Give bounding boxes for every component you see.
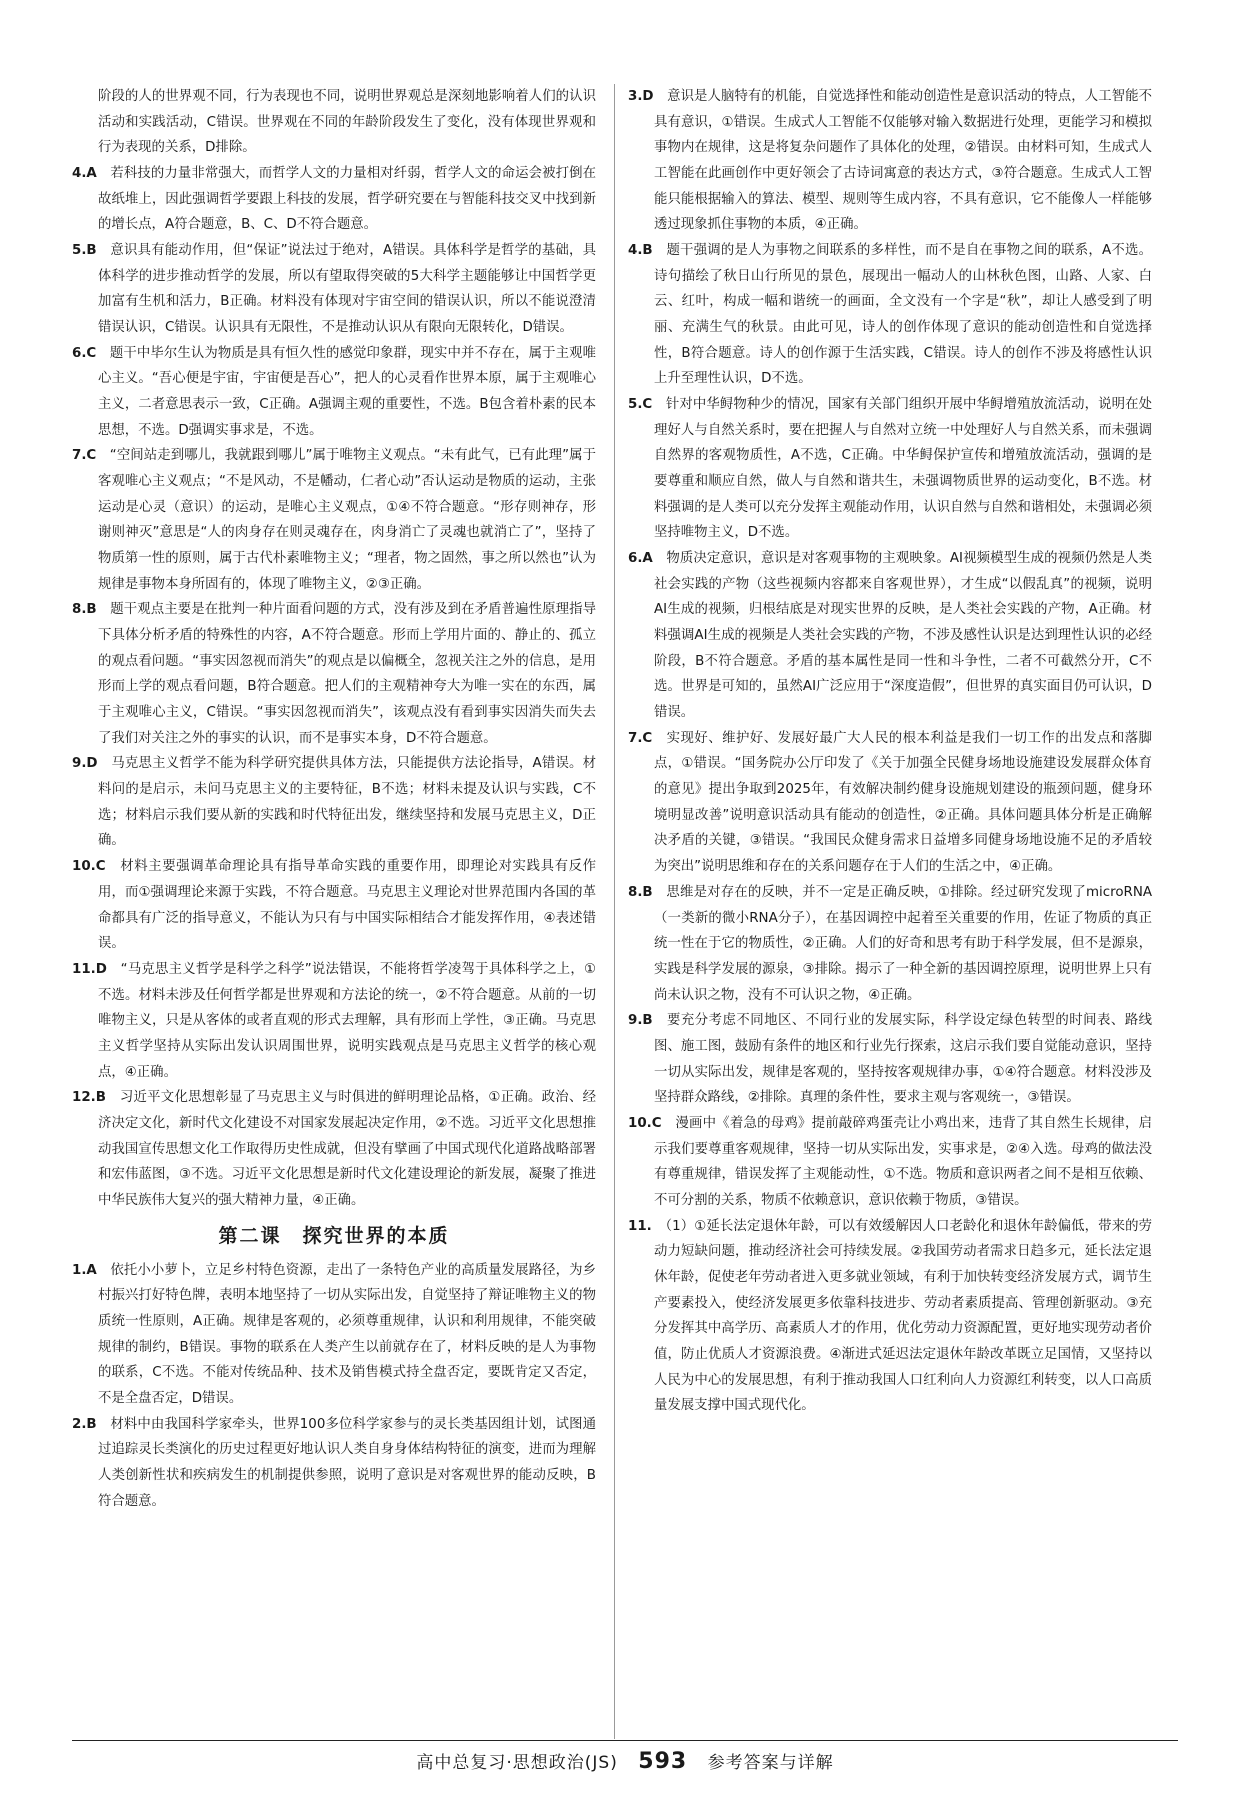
answer-explanation: 若科技的力量非常强大，而哲学人文的力量相对纤弱，哲学人文的命运会被打倒在故纸堆上，因此强调哲学要跟上科技的发展，哲学研究要在与智能科技交叉中找到新的增长点，A符合题意，B、C、D不符合题意。 [98, 166, 597, 233]
answer-explanation: 思维是对存在的反映，并不一定是正确反映，①排除。经过研究发现了microRNA（一类新的微小RNA分子），在基因调控中起着至关重要的作用，佐证了物质的真正统一性在于它的物质性，②正确。人们的好奇和思考有助于科学发展，但不是源泉，实践是科学发展的源泉，③排除。揭示了一种全新的基因调控原理，说明世界上只有尚未认识之物，没有不可认识之物，④正确。 [654, 884, 1153, 1003]
column-divider [614, 84, 615, 1739]
answer-number: 9.D [72, 756, 98, 772]
answer-item [72, 597, 596, 751]
answer-explanation: 马克思主义哲学不能为科学研究提供具体方法，只能提供方法论指导，A错误。材料问的是启示，未问马克思主义的主要特征，B不选；材料未提及认识与实践，C不选；材料启示我们要从新的实践和时代特征出发，继续坚持和发展马克思主义，D正确。 [98, 756, 597, 849]
footer-book-title: 高中总复习·思想政治(JS) [416, 1753, 618, 1773]
answer-number: 4.A [72, 166, 97, 182]
answer-item [628, 1214, 1152, 1419]
answer-explanation: 意识具有能动作用，但“保证”说法过于绝对，A错误。具体科学是哲学的基础，具体科学的进步推动哲学的发展，所以有望取得突破的5大科学主题能够让中国哲学更加富有生机和活力，B正确。材料没有体现对宇宙空间的错误认识，所以不能说澄清错误认识，C错误。认识具有无限性，不是推动认识从有限向无限转化，D错误。 [98, 243, 596, 336]
answer-explanation: 材料中由我国科学家牵头，世界100多位科学家参与的灵长类基因组计划，试图通过追踪灵长类演化的历史过程更好地认识人类自身身体结构特征的演变，进而为理解人类创新性状和疾病发生的机制提供参照，说明了意识是对客观世界的能动反映，B符合题意。 [98, 1416, 597, 1509]
answer-list-right [628, 84, 1152, 1419]
answer-explanation: 依托小小萝卜，立足乡村特色资源，走出了一条特色产业的高质量发展路径，为乡村振兴打好特色牌，表明本地坚持了一切从实际出发，自觉坚持了辩证唯物主义的物质统一性原则，A正确。规律是客观的，必须尊重规律，认识和利用规律，不能突破规律的制约，B错误。事物的联系在人类产生以前就存在了，材料反映的是人为事物的联系，C不选。不能对传统品种、技术及销售模式持全盘否定，要既肯定又否定，不是全盘否定，D错误。 [98, 1262, 597, 1407]
answer-item [628, 546, 1152, 726]
answer-item [72, 443, 596, 597]
answer-explanation: 针对中华鲟物种少的情况，国家有关部门组织开展中华鲟增殖放流活动，说明在处理好人与自然关系时，要在把握人与自然对立统一中处理好人与自然关系，而未强调自然界的客观物质性，A不选，C正确。中华鲟保护宣传和增殖放流活动，强调的是要尊重和顺应自然，做人与自然和谐共生，未强调物质世界的运动变化，B不选。材料强调的是人类可以充分发挥主观能动作用，认识自然与自然和谐相处，未强调必须坚持唯物主义，D不选。 [654, 397, 1152, 541]
lesson-title: 第二课 探究世界的本质 [218, 1224, 450, 1247]
answer-explanation: 习近平文化思想彰显了马克思主义与时俱进的鲜明理论品格，①正确。政治、经济决定文化，新时代文化建设不对国家发展起决定作用，②不选。习近平文化思想推动我国宣传思想文化工作取得历史性成就，但没有擘画了中国式现代化道路战略部署和宏伟蓝图，③不选。习近平文化思想是新时代文化建设理论的新发展，凝聚了推进中华民族伟大复兴的强大精神力量，④正确。 [98, 1090, 596, 1208]
answer-item [628, 392, 1152, 546]
answer-item [72, 341, 596, 444]
answer-item [72, 957, 596, 1085]
answer-number: 10.C [72, 859, 106, 875]
answer-explanation: 要充分考虑不同地区、不同行业的发展实际，科学设定绿色转型的时间表、路线图、施工图，鼓励有条件的地区和行业先行探索，这启示我们要自觉能动意识，坚持一切从实际出发，规律是客观的，坚持按客观规律办事，①④符合题意。材料没涉及坚持群众路线，②排除。真理的条件性，要求主观与客观统一，③错误。 [654, 1013, 1153, 1106]
answer-number: 6.C [72, 345, 97, 361]
answer-number: 2.B [72, 1416, 97, 1432]
answer-item [72, 854, 596, 957]
answer-item [628, 1008, 1152, 1111]
answer-number: 11.D [72, 961, 107, 977]
answer-explanation: 材料主要强调革命理论具有指导革命实践的重要作用，即理论对实践具有反作用，而①强调理论来源于实践，不符合题意。马克思主义理论对世界范围内各国的革命都具有广泛的指导意义，不能认为只有与中国实际相结合才能发挥作用，④表述错误。 [98, 859, 597, 952]
footer-section-title: 参考答案与详解 [707, 1753, 834, 1773]
answer-explanation: 漫画中《着急的母鸡》提前敲碎鸡蛋壳让小鸡出来，违背了其自然生长规律，启示我们要尊重客观规律，坚持一切从实际出发，实事求是，②④入选。母鸡的做法没有尊重规律，错误发挥了主观能动性，①不选。物质和意识两者之间不是相互依赖、不可分割的关系，物质不依赖意识，意识依赖于物质，③错误。 [654, 1115, 1153, 1208]
answer-explanation: 物质决定意识，意识是对客观事物的主观映象。AI视频模型生成的视频仍然是人类社会实践的产物（这些视频内容都来自客观世界），才生成“以假乱真”的视频，说明AI生成的视频，归根结底是对现实世界的反映，是人类社会实践的产物，A正确。材料强调AI生成的视频是人类社会实践的产物，不涉及感性认识是达到理性认识的必经阶段，B不符合题意。矛盾的基本属性是同一性和斗争性，二者不可截然分开，C不选。世界是可知的，虽然AI广泛应用于“深度造假”，但世界的真实面目仍可认识，D错误。 [654, 551, 1152, 721]
answer-item [72, 751, 596, 854]
answer-number: 5.C [628, 397, 653, 413]
answer-number: 8.B [628, 884, 653, 900]
left-column [72, 84, 596, 1514]
answer-item [628, 880, 1152, 1008]
answer-item [72, 1412, 596, 1515]
answer-number: 4.B [628, 243, 653, 259]
answer-list-part1 [72, 161, 596, 1214]
answer-explanation: “马克思主义哲学是科学之科学”说法错误，不能将哲学凌驾于具体科学之上，①不选。材料未涉及任何哲学都是世界观和方法论的统一，②不符合题意。从前的一切唯物主义，只是从客体的或者直观的形式去理解，具有形而上学性，③正确。马克思主义哲学坚持从实际出发认识周围世界，说明实践观点是马克思主义哲学的核心观点，④正确。 [98, 961, 596, 1080]
answer-item [628, 1111, 1152, 1214]
answer-item [628, 726, 1152, 880]
answer-explanation: 意识是人脑特有的机能，自觉选择性和能动创造性是意识活动的特点，人工智能不具有意识，①错误。生成式人工智能不仅能够对输入数据进行处理，更能学习和模拟事物内在规律，这是将复杂问题作了具体化的处理，②错误。由材料可知，生成式人工智能在此画创作中更好领会了古诗词寓意的表达方式，③符合题意。生成式人工智能只能根据输入的算法、模型、规则等生成内容，不具有意识，它不能像人一样能够透过现象抓住事物的本质，④正确。 [654, 89, 1153, 233]
answer-number: 11. [628, 1218, 652, 1234]
answer-item [72, 1085, 596, 1213]
answer-explanation: 题干观点主要是在批判一种片面看问题的方式，没有涉及到在矛盾普遍性原理指导下具体分析矛盾的特殊性的内容，A不符合题意。形而上学用片面的、静止的、孤立的观点看问题。“事实因忽视而消失”的观点是以偏概全，忽视关注之外的信息，是用形而上学的观点看问题，B符合题意。把人们的主观精神夸大为唯一实在的东西，属于主观唯心主义，C错误。“事实因忽视而消失”，该观点没有看到事实因消失而失去了我们对关注之外的事实的认识，而不是事实本身，D不符合题意。 [98, 602, 597, 746]
answer-item [628, 84, 1152, 238]
answer-explanation: “空间站走到哪儿，我就跟到哪儿”属于唯物主义观点。“未有此气，已有此理”属于客观唯心主义观点；“不是风动，不是幡动，仁者心动”否认运动是物质的运动，主张运动是心灵（意识）的运动，是唯心主义观点，①④不符合题意。“形存则神存，形谢则神灭”意思是“人的肉身存在则灵魂存在，肉身消亡了灵魂也就消亡了”，坚持了物质第一性的原则，属于古代朴素唯物主义；“理者，物之固然，事之所以然也”认为规律是事物本身所固有的，体现了唯物主义，②③正确。 [98, 448, 596, 592]
answer-item [72, 238, 596, 341]
continued-answer: 阶段的人的世界观不同，行为表现也不同，说明世界观总是深刻地影响着人们的认识活动和实践活动，C错误。世界观在不同的年龄阶段发生了变化，没有体现世界观和行为表现的关系，D排除。 [98, 89, 596, 156]
answer-explanation: （1）①延长法定退休年龄，可以有效缓解因人口老龄化和退休年龄偏低，带来的劳动力短缺问题，推动经济社会可持续发展。②我国劳动者需求日趋多元，延长法定退休年龄，促使老年劳动者进入更多就业领域，有利于加快转变经济发展方式，调节生产要素投入，使经济发展更多依靠科技进步、劳动者素质提高、管理创新驱动。③充分发挥其中高学历、高素质人才的作用，优化劳动力资源配置，更好地实现劳动者价值，防止优质人才资源浪费。④渐进式延迟法定退休年龄改革既立足国情，又坚持以人民为中心的发展思想，有利于推动我国人口红利向人力资源红利转变，以人口高质量发展支撑中国式现代化。 [654, 1218, 1152, 1414]
answer-explanation: 题干中毕尔生认为物质是具有恒久性的感觉印象群，现实中并不存在，属于主观唯心主义。“吾心便是宇宙，宇宙便是吾心”，把人的心灵看作世界本原，属于主观唯心主义，二者意思表示一致，C正确。A强调主观的重要性，不选。B包含着朴素的民本思想，不选。D强调实事求是，不选。 [98, 345, 596, 438]
right-column [628, 84, 1152, 1419]
answer-number: 9.B [628, 1013, 653, 1029]
page-footer [0, 1748, 1250, 1774]
footer-rule [72, 1740, 1178, 1741]
answer-number: 1.A [72, 1262, 97, 1278]
answer-number: 5.B [72, 243, 97, 259]
answer-item [628, 238, 1152, 392]
answer-explanation: 题干强调的是人为事物之间联系的多样性，而不是自在事物之间的联系，A不选。诗句描绘了秋日山行所见的景色，展现出一幅动人的山林秋色图，山路、人家、白云、红叶，构成一幅和谐统一的画面，全文没有一个字是“秋”，却让人感受到了明丽、充满生气的秋景。由此可见，诗人的创作体现了意识的能动创造性和自觉选择性，B符合题意。诗人的创作源于生活实践，C错误。诗人的创作不涉及将感性认识上升至理性认识，D不选。 [654, 243, 1152, 387]
answer-list-part2 [72, 1258, 596, 1515]
answer-number: 7.C [628, 730, 653, 746]
answer-number: 7.C [72, 448, 97, 464]
answer-number: 6.A [628, 551, 653, 567]
answer-explanation: 实现好、维护好、发展好最广大人民的根本利益是我们一切工作的出发点和落脚点，①错误。“国务院办公厅印发了《关于加强全民健身场地设施建设发展群众体育的意见》提出争取到2025年，有效解决制约健身设施规划建设的瓶颈问题，健身环境明显改善”说明意识活动具有能动的创造性，②正确。具体问题具体分析是正确解决矛盾的关键，③错误。“我国民众健身需求日益增多同健身场地设施不足的矛盾较为突出”说明思维和存在的关系问题存在于人们的生活之中，④正确。 [654, 730, 1152, 875]
answer-number: 10.C [628, 1115, 662, 1131]
answer-number: 8.B [72, 602, 97, 618]
answer-item [72, 161, 596, 238]
answer-number: 3.D [628, 89, 654, 104]
answer-number: 12.B [72, 1090, 106, 1106]
answer-item [72, 1258, 596, 1412]
page-number: 593 [638, 1749, 688, 1774]
